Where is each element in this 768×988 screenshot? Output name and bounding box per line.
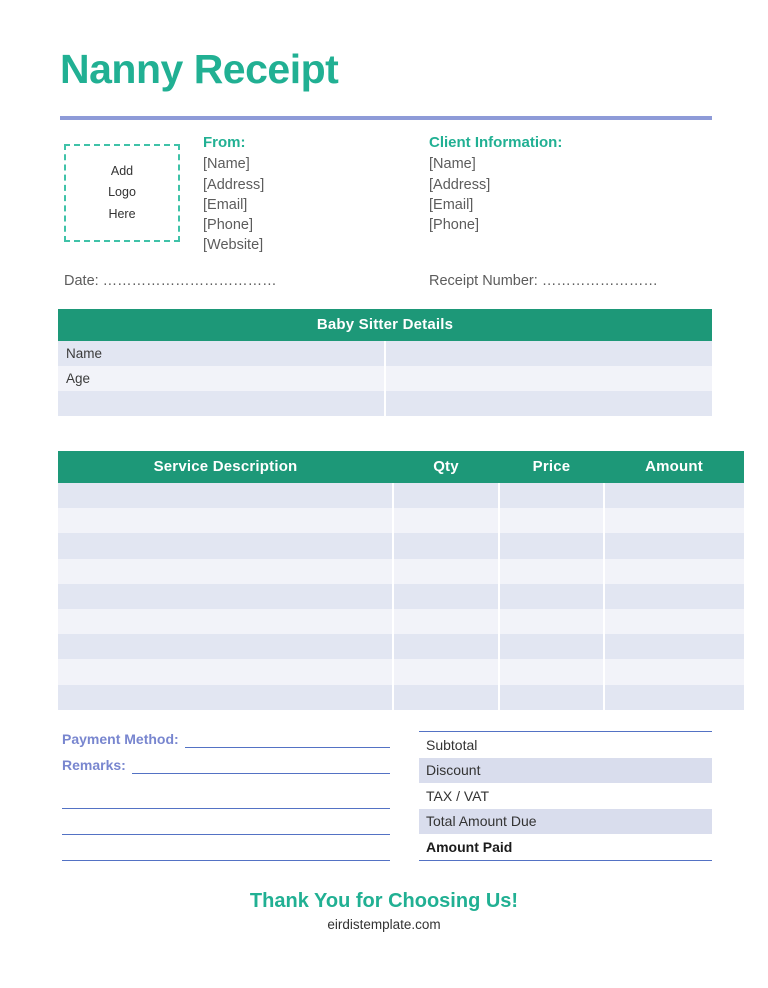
service-description-cell[interactable] [58,533,393,558]
client-block [429,133,562,235]
service-amount-cell[interactable] [604,559,744,584]
service-amount-cell[interactable] [604,685,744,710]
service-amount-cell[interactable] [604,659,744,684]
table-row[interactable] [58,366,712,391]
footer-website: eirdistemplate.com [327,917,441,932]
column-header-price: Price [499,451,604,483]
column-header-qty: Qty [393,451,499,483]
footer-thank-you: Thank You for Choosing Us! [249,890,519,912]
service-amount-cell[interactable] [604,508,744,533]
table-header-row [58,451,744,483]
table-row[interactable] [58,391,712,416]
logo-line-2: Logo [108,185,136,200]
totals-label-total-amount-due: Total Amount Due [426,813,537,830]
totals-row-discount[interactable] [419,758,712,784]
service-description-cell[interactable] [58,685,393,710]
service-price-cell[interactable] [499,508,604,533]
date-field[interactable]: Date: ……………………………… [64,273,277,289]
service-qty-cell[interactable] [393,634,499,659]
service-price-cell[interactable] [499,584,604,609]
logo-line-1: Add [110,163,134,178]
totals-row-amount-paid[interactable] [419,834,712,860]
service-description-cell[interactable] [58,634,393,659]
service-price-cell[interactable] [499,659,604,684]
service-amount-cell[interactable] [604,483,744,508]
service-description-cell[interactable] [58,508,393,533]
sitter-age-value[interactable] [385,366,712,391]
table-row[interactable] [58,685,744,710]
column-header-service-description: Service Description [58,451,393,483]
column-header-amount: Amount [604,451,744,483]
table-row[interactable] [58,508,744,533]
receipt-number-field[interactable]: Receipt Number: …………………… [429,273,658,289]
client-heading: Client Information: [429,134,563,151]
table-row[interactable] [58,634,744,659]
logo-line-3: Here [108,206,136,221]
remarks-label: Remarks: [62,757,126,773]
service-qty-cell[interactable] [393,659,499,684]
totals-block [419,731,712,861]
totals-label-tax-vat: TAX / VAT [426,787,490,804]
remarks-line-1[interactable] [62,783,390,809]
service-description-cell[interactable] [58,609,393,634]
service-qty-cell[interactable] [393,533,499,558]
remarks-row [62,757,390,774]
sitter-name-value[interactable] [385,341,712,366]
client-email[interactable]: [Email] [429,196,474,213]
totals-label-subtotal: Subtotal [426,736,478,753]
baby-sitter-details-header: Baby Sitter Details [58,309,712,341]
payment-method-label: Payment Method: [62,731,179,747]
service-amount-cell[interactable] [604,609,744,634]
service-description-cell[interactable] [58,584,393,609]
totals-row-total-amount-due[interactable] [419,809,712,835]
totals-row-tax-vat[interactable] [419,783,712,809]
service-qty-cell[interactable] [393,584,499,609]
service-qty-cell[interactable] [393,609,499,634]
sitter-name-label: Name [58,341,385,366]
table-row[interactable] [58,609,744,634]
service-price-cell[interactable] [499,559,604,584]
totals-label-discount: Discount [426,762,481,779]
client-name[interactable]: [Name] [429,156,476,173]
service-description-cell[interactable] [58,659,393,684]
table-row[interactable] [58,584,744,609]
service-qty-cell[interactable] [393,559,499,584]
payment-details-block [62,731,390,861]
title-divider [60,116,712,120]
service-price-cell[interactable] [499,634,604,659]
payment-method-input[interactable] [185,732,390,748]
table-row[interactable] [58,341,712,366]
service-price-cell[interactable] [499,685,604,710]
from-website[interactable]: [Website] [203,237,264,254]
page-title: Nanny Receipt [60,46,339,92]
remarks-line-2[interactable] [62,809,390,835]
service-amount-cell[interactable] [604,584,744,609]
table-row[interactable] [58,483,744,508]
logo-placeholder[interactable] [64,144,180,242]
from-block [203,133,264,256]
from-heading: From: [203,134,246,151]
totals-label-amount-paid: Amount Paid [426,838,513,855]
sitter-extra-label[interactable] [58,391,385,416]
service-amount-cell[interactable] [604,634,744,659]
service-price-cell[interactable] [499,533,604,558]
service-qty-cell[interactable] [393,685,499,710]
remarks-line-3[interactable] [62,835,390,861]
from-phone[interactable]: [Phone] [203,217,253,234]
table-row[interactable] [58,659,744,684]
service-description-table [58,451,744,710]
client-phone[interactable]: [Phone] [429,217,479,234]
service-amount-cell[interactable] [604,533,744,558]
from-email[interactable]: [Email] [203,196,248,213]
payment-method-row [62,731,390,748]
service-price-cell[interactable] [499,609,604,634]
totals-row-subtotal[interactable] [419,732,712,758]
baby-sitter-details-table [58,309,712,416]
from-address[interactable]: [Address] [203,176,265,193]
client-address[interactable]: [Address] [429,176,491,193]
sitter-extra-value[interactable] [385,391,712,416]
service-description-cell[interactable] [58,559,393,584]
service-qty-cell[interactable] [393,508,499,533]
sitter-age-label: Age [58,366,385,391]
service-description-cell[interactable] [58,483,393,508]
from-name[interactable]: [Name] [203,156,250,173]
remarks-input[interactable] [132,758,390,774]
table-row[interactable] [58,533,744,558]
table-header-row [58,309,712,341]
service-price-cell[interactable] [499,483,604,508]
table-row[interactable] [58,559,744,584]
service-qty-cell[interactable] [393,483,499,508]
